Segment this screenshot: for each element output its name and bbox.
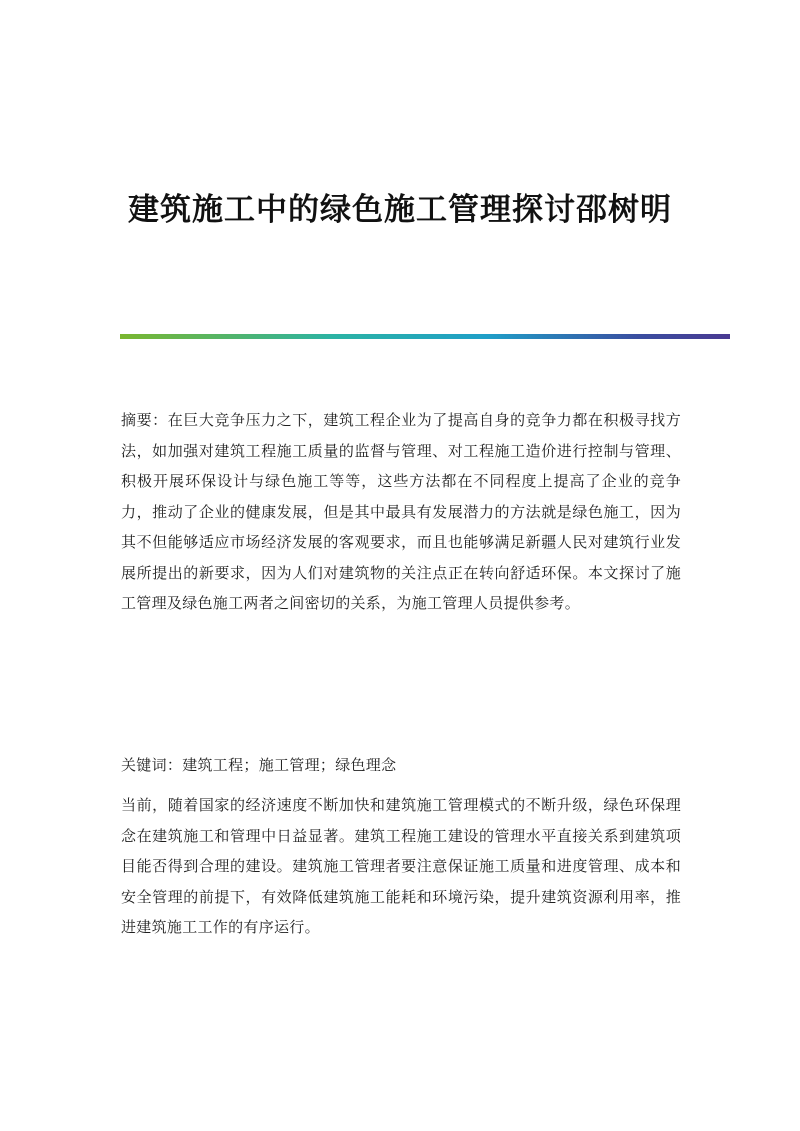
keywords-line: 关键词：建筑工程；施工管理；绿色理念 bbox=[121, 756, 397, 774]
abstract-paragraph: 摘要：在巨大竞争压力之下，建筑工程企业为了提高自身的竞争力都在积极寻找方法，如加强对建筑工程施工质量的监督与管理、对工程施工造价进行控制与管理、积极开展环保设计与绿色施工等等，这些方法都在不同程度上提高了企业的竞争力，推动了企业的健康发展，但是其中最具有发展潜力的方法就是绿色施工，因为其不但能够适应市场经济发展的客观要求，而且也能够满足新疆人民对建筑行业发展所提出的新要求，因为人们对建筑物的关注点正在转向舒适环保。本文探讨了施工管理及绿色施工两者之间密切的关系，为施工管理人员提供参考。 bbox=[121, 411, 681, 612]
document-title: 建筑施工中的绿色施工管理探讨邵树明 bbox=[128, 192, 672, 228]
intro-paragraph: 当前，随着国家的经济速度不断加快和建筑施工管理模式的不断升级，绿色环保理念在建筑施工和管理中日益显著。建筑工程施工建设的管理水平直接关系到建筑项目能否得到合理的建设。建筑施工管理者要注意保证施工质量和进度管理、成本和安全管理的前提下，有效降低建筑施工能耗和环境污染，提升建筑资源利用率，推进建筑施工工作的有序运行。 bbox=[121, 796, 681, 936]
gradient-divider bbox=[120, 334, 730, 339]
